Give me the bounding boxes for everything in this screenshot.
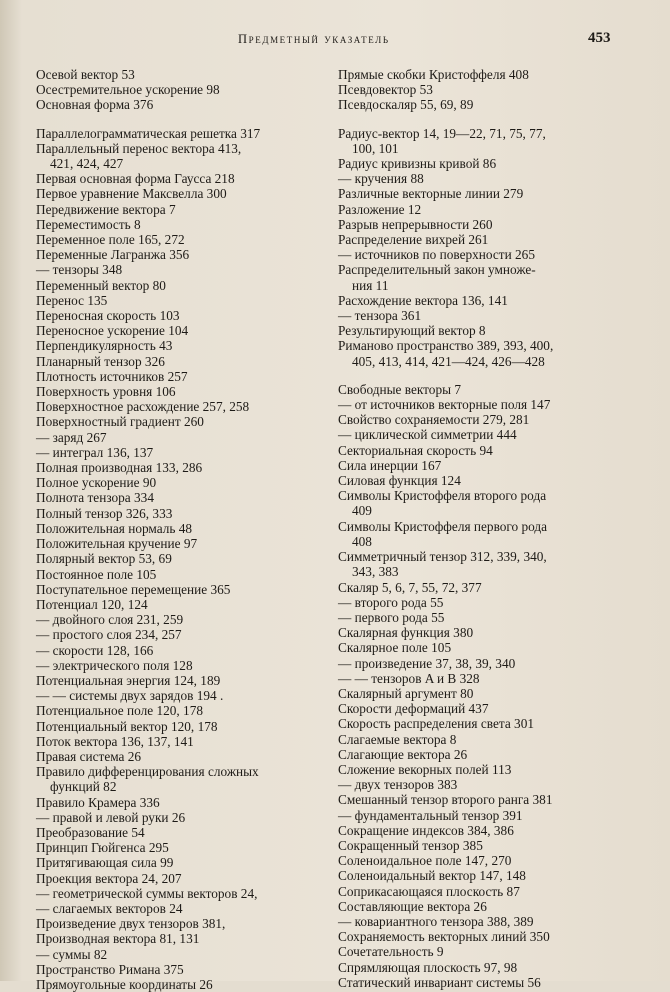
index-entry	[338, 427, 628, 442]
index-entry	[36, 703, 324, 718]
index-entry-text: Полная производная 133, 286	[36, 460, 203, 476]
index-entry	[338, 549, 628, 579]
index-entry-text: — тензора 361	[338, 308, 422, 324]
index-entry	[36, 323, 324, 338]
index-entry-text: Скорости деформаций 437	[338, 701, 489, 717]
index-entry-text: Переменное поле 165, 272	[36, 232, 185, 248]
index-entry-text: Свободные векторы 7	[338, 381, 462, 397]
index-entry	[338, 217, 628, 232]
index-entry-text: — слагаемых векторов 24	[36, 900, 183, 916]
index-entry-text: Перенос 135	[36, 292, 108, 308]
index-entry-text: Составляющие вектора 26	[338, 898, 487, 914]
index-entry-continuation: функций 82	[50, 779, 117, 795]
index-entry-text: Притягивающая сила 99	[36, 855, 174, 871]
index-entry-text: Пространство Римана 375	[36, 961, 184, 977]
index-entry	[338, 823, 628, 838]
index-entry	[36, 384, 324, 399]
index-entry	[36, 582, 324, 597]
index-entry-text: Правая система 26	[36, 748, 142, 764]
index-entry	[338, 186, 628, 201]
index-entry	[338, 338, 628, 368]
index-entry	[338, 929, 628, 944]
index-entry	[338, 732, 628, 747]
index-entry	[338, 914, 628, 929]
index-entry-text: Скаляр 5, 6, 7, 55, 72, 377	[338, 579, 482, 595]
index-entry	[36, 475, 324, 490]
index-entry	[36, 688, 324, 703]
index-entry-text: Сложение векорных полей 113	[338, 761, 512, 777]
index-entry-text: Параллелограмматическая решетка 317	[36, 125, 261, 141]
index-entry	[36, 126, 324, 141]
index-entry	[36, 871, 324, 886]
index-entry-text: — — системы двух зарядов 194 .	[36, 688, 224, 704]
index-entry	[338, 308, 628, 323]
index-entry-text: Сила инерции 167	[338, 457, 442, 473]
index-entry-text: Риманово пространство 389, 393, 400,	[338, 338, 554, 354]
index-entry	[338, 171, 628, 186]
index-entry	[338, 156, 628, 171]
index-entry-text: — электрического поля 128	[36, 657, 193, 673]
index-entry	[36, 369, 324, 384]
index-entry-text: Расхождение вектора 136, 141	[338, 292, 508, 308]
index-entry	[36, 430, 324, 445]
index-entry	[338, 792, 628, 807]
index-entry	[338, 202, 628, 217]
index-entry-text: Потенциал 120, 124	[36, 596, 148, 612]
index-entry	[36, 506, 324, 521]
index-entry	[36, 308, 324, 323]
index-entry-text: Сокращение индексов 384, 386	[338, 822, 514, 838]
index-entry-continuation: 343, 383	[352, 564, 399, 580]
index-entry	[36, 840, 324, 855]
index-column-left	[36, 67, 324, 992]
index-entry	[36, 627, 324, 642]
index-entry	[36, 931, 324, 946]
index-entry-text: Радиус-вектор 14, 19—22, 71, 75, 77,	[338, 125, 546, 141]
index-entry	[36, 734, 324, 749]
index-entry-text: Различные векторные линии 279	[338, 186, 524, 202]
index-entry	[36, 749, 324, 764]
index-entry-text: Поступательное перемещение 365	[36, 581, 231, 597]
index-entry-text: — суммы 82	[36, 946, 108, 962]
index-entry-text: Прямоугольные координаты 26	[36, 976, 213, 992]
index-entry	[36, 643, 324, 658]
index-entry	[338, 580, 628, 595]
index-entry	[338, 473, 628, 488]
index-entry-text: Поверхностный градиент 260	[36, 414, 204, 430]
index-entry	[338, 126, 628, 156]
index-entry-text: Постоянное поле 105	[36, 566, 157, 582]
index-entry-text: Переносное ускорение 104	[36, 323, 189, 339]
index-entry	[338, 747, 628, 762]
index-entry-text: Первая основная форма Гаусса 218	[36, 171, 235, 187]
index-entry-text: Скорость распределения света 301	[338, 716, 534, 732]
index-entry	[338, 458, 628, 473]
index-entry-text: Скалярный аргумент 80	[338, 685, 474, 701]
index-entry	[36, 536, 324, 551]
index-entry	[36, 521, 324, 536]
index-entry	[338, 232, 628, 247]
index-entry-text: Полный тензор 326, 333	[36, 505, 173, 521]
index-entry-text: Спрямляющая плоскость 97, 98	[338, 959, 518, 975]
index-entry	[36, 460, 324, 475]
index-entry	[36, 901, 324, 916]
index-entry-text: Потенциальное поле 120, 178	[36, 703, 203, 719]
index-entry-continuation: 421, 424, 427	[50, 156, 124, 172]
index-entry-text: — правой и левой руки 26	[36, 809, 186, 825]
index-entry	[36, 262, 324, 277]
index-entry-text: Симметричный тензор 312, 339, 340,	[338, 549, 547, 565]
index-entry	[36, 977, 324, 992]
index-entry	[338, 247, 628, 262]
index-entry-text: Разрыв непрерывности 260	[338, 216, 493, 232]
index-entry-text: — скорости 128, 166	[36, 642, 154, 658]
index-entry	[338, 944, 628, 959]
index-entry	[36, 399, 324, 414]
index-entry-text: Слагающие вектора 26	[338, 746, 468, 762]
index-entry-text: Переменный вектор 80	[36, 277, 166, 293]
index-entry-text: — заряд 267	[36, 429, 107, 445]
index-entry-text: Первое уравнение Максвелла 300	[36, 186, 227, 202]
index-entry	[338, 82, 628, 97]
index-entry	[36, 673, 324, 688]
index-entry	[338, 595, 628, 610]
index-entry	[36, 658, 324, 673]
index-entry	[338, 716, 628, 731]
index-entry-text: — фундаментальный тензор 391	[338, 807, 523, 823]
index-entry-text: Разложение 12	[338, 201, 422, 217]
index-entry	[36, 916, 324, 931]
index-entry	[36, 445, 324, 460]
index-entry-text: Правило Крамера 336	[36, 794, 160, 810]
index-entry-text: — произведение 37, 38, 39, 340	[338, 655, 516, 671]
index-entry-text: — источников по поверхности 265	[338, 247, 535, 263]
index-entry	[338, 671, 628, 686]
index-entry-continuation: ния 11	[352, 277, 389, 293]
index-entry-text: Скалярная функция 380	[338, 625, 474, 641]
index-entry	[338, 412, 628, 427]
index-entry	[36, 82, 324, 97]
index-entry-text: Планарный тензор 326	[36, 353, 165, 369]
index-entry-text: Осевой вектор 53	[36, 67, 135, 82]
index-entry-text: Передвижение вектора 7	[36, 201, 176, 217]
index-entry-text: Перпендикулярность 43	[36, 338, 173, 354]
index-entry	[338, 323, 628, 338]
index-entry	[338, 899, 628, 914]
index-entry-text: Преобразование 54	[36, 824, 145, 840]
index-entry	[36, 278, 324, 293]
index-entry-text: Прямые скобки Кристоффеля 408	[338, 67, 529, 82]
index-entry-text: Псевдоскаляр 55, 69, 89	[338, 97, 474, 113]
index-entry-text: — второго рода 55	[338, 594, 444, 610]
index-entry	[36, 171, 324, 186]
running-title: Предметный указатель	[238, 32, 390, 46]
index-entry-text: Проекция вектора 24, 207	[36, 870, 182, 886]
index-entry-text: — тензоры 348	[36, 262, 123, 278]
index-entry	[36, 186, 324, 201]
index-entry-continuation: 100, 101	[352, 140, 399, 156]
index-entry-continuation: 405, 413, 414, 421—424, 426—428	[352, 353, 545, 369]
index-entry	[36, 247, 324, 262]
index-entry	[36, 962, 324, 977]
index-entry-text: — простого слоя 234, 257	[36, 627, 182, 643]
index-entry	[338, 67, 628, 82]
index-entry	[36, 490, 324, 505]
index-entry-text: Сочетательность 9	[338, 944, 444, 960]
index-entry	[338, 838, 628, 853]
index-entry-text: Смешанный тензор второго ранга 381	[338, 792, 553, 808]
index-entry-text: Слагаемые вектора 8	[338, 731, 457, 747]
index-entry	[338, 975, 628, 990]
index-entry-text: Производная вектора 81, 131	[36, 931, 200, 947]
index-entry	[36, 551, 324, 566]
page-number: 453	[588, 30, 611, 46]
index-entry-text: Статический инвариант системы 56	[338, 974, 541, 990]
index-entry-text: Символы Кристоффеля второго рода	[338, 488, 547, 504]
index-entry-text: Поверхностное расхождение 257, 258	[36, 399, 250, 415]
index-entry	[338, 488, 628, 518]
index-entry-text: Переносная скорость 103	[36, 308, 180, 324]
index-entry-text: Положительная нормаль 48	[36, 520, 193, 536]
index-entry-text: Распределение вихрей 261	[338, 232, 489, 248]
index-entry	[36, 947, 324, 962]
index-entry-text: — циклической симметрии 444	[338, 427, 517, 443]
index-entry-text: Плотность источников 257	[36, 368, 188, 384]
index-entry-text: Поверхность уровня 106	[36, 384, 176, 400]
index-entry-text: Сокращенный тензор 385	[338, 837, 483, 853]
index-entry	[36, 795, 324, 810]
index-entry-text: Сохраняемость векторных линий 350	[338, 929, 550, 945]
index-entry	[36, 354, 324, 369]
index-entry-text: Положительная кручение 97	[36, 536, 198, 552]
index-entry-text: — интеграл 136, 137	[36, 444, 154, 460]
index-entry	[338, 762, 628, 777]
index-entry-text: Символы Кристоффеля первого рода	[338, 518, 548, 534]
index-entry-text: Псевдовектор 53	[338, 82, 433, 98]
index-entry	[338, 519, 628, 549]
index-entry	[36, 217, 324, 232]
index-entry	[338, 610, 628, 625]
index-entry-text: — — тензоров A и B 328	[338, 670, 480, 686]
index-entry-text: — первого рода 55	[338, 609, 445, 625]
index-entry	[338, 397, 628, 412]
index-entry-text: Силовая функция 124	[338, 473, 461, 489]
index-entry-text: Правило дифференцирования сложных	[36, 764, 259, 780]
index-entry	[338, 884, 628, 899]
index-entry	[338, 443, 628, 458]
index-entry	[36, 612, 324, 627]
index-entry	[338, 808, 628, 823]
index-entry	[338, 960, 628, 975]
index-entry	[338, 853, 628, 868]
index-entry-continuation: 408	[352, 533, 372, 549]
index-entry	[36, 855, 324, 870]
index-entry	[36, 67, 324, 82]
index-entry-text: Принцип Гюйгенса 295	[36, 840, 169, 856]
index-entry	[338, 293, 628, 308]
index-entry	[36, 886, 324, 901]
index-entry-text: — ковариантного тензора 388, 389	[338, 913, 534, 929]
index-entry	[338, 656, 628, 671]
index-entry-text: — двух тензоров 383	[338, 777, 458, 793]
index-entry	[36, 414, 324, 429]
index-entry-text: Соленоидальное поле 147, 270	[338, 853, 512, 869]
index-entry-text: Осестремительное ускорение 98	[36, 82, 220, 98]
index-entry-text: Поток вектора 136, 137, 141	[36, 733, 194, 749]
index-entry-text: Результирующий вектор 8	[338, 323, 486, 339]
index-entry	[36, 338, 324, 353]
index-entry	[36, 567, 324, 582]
index-entry-text: Полярный вектор 53, 69	[36, 551, 172, 567]
index-entry-text: Полное ускорение 90	[36, 475, 157, 491]
index-entry-text: — двойного слоя 231, 259	[36, 612, 184, 628]
index-entry-text: — геометрической суммы векторов 24,	[36, 885, 258, 901]
index-entry	[338, 777, 628, 792]
index-entry-text: Потенциальная энергия 124, 189	[36, 672, 221, 688]
index-entry	[338, 868, 628, 883]
index-entry	[36, 825, 324, 840]
index-entry	[36, 202, 324, 217]
index-entry	[36, 719, 324, 734]
index-entry	[338, 686, 628, 701]
index-entry-text: Распределительный закон умноже-	[338, 262, 536, 278]
index-entry	[338, 262, 628, 292]
index-entry	[338, 701, 628, 716]
index-entry	[338, 97, 628, 112]
index-entry-text: Соприкасающаяся плоскость 87	[338, 883, 520, 899]
index-entry-text: Потенциальный вектор 120, 178	[36, 718, 218, 734]
index-entry	[36, 764, 324, 794]
index-entry-text: Скалярное поле 105	[338, 640, 452, 656]
index-entry-text: Переместимость 8	[36, 216, 141, 232]
index-entry-text: — от источников векторные поля 147	[338, 397, 551, 413]
index-entry-text: Радиус кривизны кривой 86	[338, 156, 497, 172]
index-entry-text: Соленоидальный вектор 147, 148	[338, 868, 526, 884]
index-entry-text: Основная форма 376	[36, 97, 154, 113]
index-column-right	[338, 67, 628, 990]
index-entry	[36, 810, 324, 825]
index-entry-text: Параллельный перенос вектора 413,	[36, 140, 242, 156]
index-entry-text: Свойство сохраняемости 279, 281	[338, 412, 530, 428]
index-entry-continuation: 409	[352, 503, 372, 519]
index-entry	[36, 232, 324, 247]
index-entry	[338, 625, 628, 640]
index-entry	[36, 97, 324, 112]
index-entry	[338, 640, 628, 655]
index-entry	[36, 141, 324, 171]
index-entry-text: — кручения 88	[338, 171, 424, 187]
index-entry-text: Переменные Лагранжа 356	[36, 247, 190, 263]
index-entry	[36, 597, 324, 612]
index-entry-text: Полнота тензора 334	[36, 490, 154, 506]
index-entry-text: Секториальная скорость 94	[338, 442, 493, 458]
index-entry	[36, 293, 324, 308]
index-entry-text: Произведение двух тензоров 381,	[36, 916, 226, 932]
page-header	[0, 30, 670, 54]
index-entry	[338, 382, 628, 397]
